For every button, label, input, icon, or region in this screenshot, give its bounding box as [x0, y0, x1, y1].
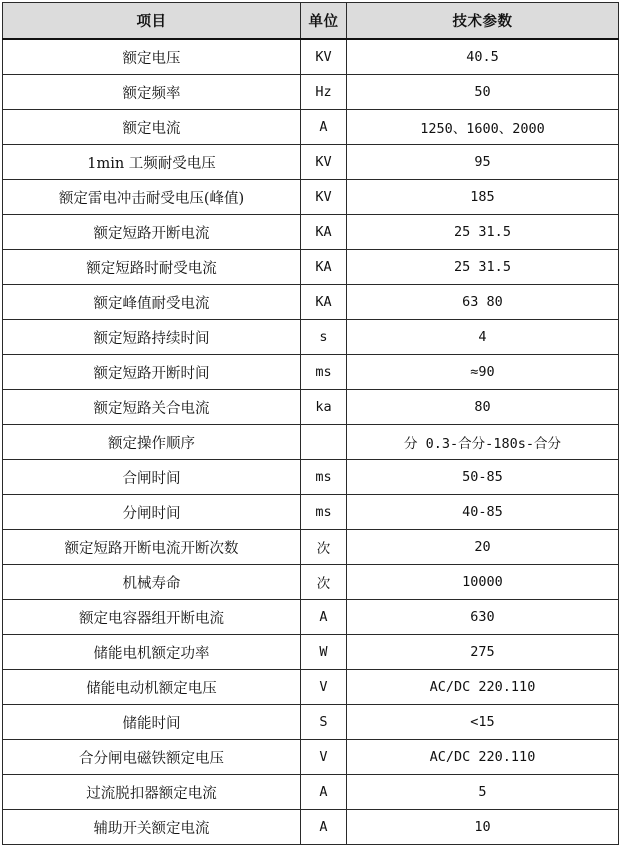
item-cell: 额定电压 — [3, 39, 301, 75]
table-row — [3, 320, 619, 355]
technical-parameters-table — [2, 2, 619, 845]
table-row — [3, 810, 619, 845]
unit-cell: A — [301, 810, 347, 845]
table-row — [3, 390, 619, 425]
table-row — [3, 180, 619, 215]
item-cell: 储能时间 — [3, 705, 301, 740]
table-header — [3, 3, 619, 40]
value-cell: 25 31.5 — [347, 215, 619, 250]
unit-cell: s — [301, 320, 347, 355]
unit-cell: 次 — [301, 565, 347, 600]
unit-cell: A — [301, 110, 347, 145]
table-row — [3, 110, 619, 145]
unit-cell: ms — [301, 495, 347, 530]
unit-cell: ms — [301, 460, 347, 495]
item-cell: 分闸时间 — [3, 495, 301, 530]
value-cell: ≈90 — [347, 355, 619, 390]
unit-cell: KA — [301, 215, 347, 250]
item-cell: 辅助开关额定电流 — [3, 810, 301, 845]
item-cell: 额定短路开断电流 — [3, 215, 301, 250]
unit-cell: 次 — [301, 530, 347, 565]
unit-cell: A — [301, 600, 347, 635]
unit-cell: KV — [301, 39, 347, 75]
item-cell: 额定电容器组开断电流 — [3, 600, 301, 635]
item-cell: 额定短路时耐受电流 — [3, 250, 301, 285]
value-cell: 275 — [347, 635, 619, 670]
table-row — [3, 670, 619, 705]
table-row — [3, 775, 619, 810]
table-row — [3, 705, 619, 740]
unit-cell: W — [301, 635, 347, 670]
unit-cell: KV — [301, 145, 347, 180]
table-row — [3, 355, 619, 390]
unit-cell: ms — [301, 355, 347, 390]
value-cell: 50 — [347, 75, 619, 110]
value-cell: 80 — [347, 390, 619, 425]
item-cell: 储能电机额定功率 — [3, 635, 301, 670]
item-cell: 机械寿命 — [3, 565, 301, 600]
unit-cell: KA — [301, 250, 347, 285]
table-row — [3, 565, 619, 600]
item-cell: 1min 工频耐受电压 — [3, 145, 301, 180]
header-item: 项目 — [3, 3, 301, 40]
item-cell: 额定频率 — [3, 75, 301, 110]
table-row — [3, 425, 619, 460]
value-cell: 40.5 — [347, 39, 619, 75]
value-cell: 50-85 — [347, 460, 619, 495]
unit-cell: V — [301, 740, 347, 775]
table-row — [3, 530, 619, 565]
unit-cell: KA — [301, 285, 347, 320]
value-cell: AC/DC 220.110 — [347, 740, 619, 775]
table-row — [3, 460, 619, 495]
item-cell: 额定峰值耐受电流 — [3, 285, 301, 320]
table-row — [3, 600, 619, 635]
value-cell: 10000 — [347, 565, 619, 600]
unit-cell: KV — [301, 180, 347, 215]
value-cell: 63 80 — [347, 285, 619, 320]
table-row — [3, 215, 619, 250]
unit-cell: S — [301, 705, 347, 740]
table-row — [3, 285, 619, 320]
value-cell: AC/DC 220.110 — [347, 670, 619, 705]
value-cell: 95 — [347, 145, 619, 180]
value-cell: 10 — [347, 810, 619, 845]
header-unit: 单位 — [301, 3, 347, 40]
table-body — [3, 39, 619, 845]
value-cell: 25 31.5 — [347, 250, 619, 285]
value-cell: 40-85 — [347, 495, 619, 530]
value-cell: 20 — [347, 530, 619, 565]
value-cell: 630 — [347, 600, 619, 635]
item-cell: 额定操作顺序 — [3, 425, 301, 460]
value-cell: 分 0.3-合分-180s-合分 — [347, 425, 619, 460]
item-cell: 合分闸电磁铁额定电压 — [3, 740, 301, 775]
table-row — [3, 495, 619, 530]
item-cell: 过流脱扣器额定电流 — [3, 775, 301, 810]
item-cell: 额定短路关合电流 — [3, 390, 301, 425]
header-row — [3, 3, 619, 40]
unit-cell: A — [301, 775, 347, 810]
item-cell: 储能电动机额定电压 — [3, 670, 301, 705]
header-value: 技术参数 — [347, 3, 619, 40]
item-cell: 额定短路开断时间 — [3, 355, 301, 390]
item-cell: 额定电流 — [3, 110, 301, 145]
table-row — [3, 740, 619, 775]
unit-cell: Hz — [301, 75, 347, 110]
value-cell: 5 — [347, 775, 619, 810]
value-cell: <15 — [347, 705, 619, 740]
unit-cell: ka — [301, 390, 347, 425]
item-cell: 合闸时间 — [3, 460, 301, 495]
unit-cell: V — [301, 670, 347, 705]
value-cell: 185 — [347, 180, 619, 215]
table-row — [3, 75, 619, 110]
value-cell: 4 — [347, 320, 619, 355]
table-row — [3, 250, 619, 285]
table-row — [3, 145, 619, 180]
table-row — [3, 39, 619, 75]
table-row — [3, 635, 619, 670]
unit-cell — [301, 425, 347, 460]
item-cell: 额定短路开断电流开断次数 — [3, 530, 301, 565]
item-cell: 额定短路持续时间 — [3, 320, 301, 355]
value-cell: 1250、1600、2000 — [347, 110, 619, 145]
item-cell: 额定雷电冲击耐受电压(峰值) — [3, 180, 301, 215]
